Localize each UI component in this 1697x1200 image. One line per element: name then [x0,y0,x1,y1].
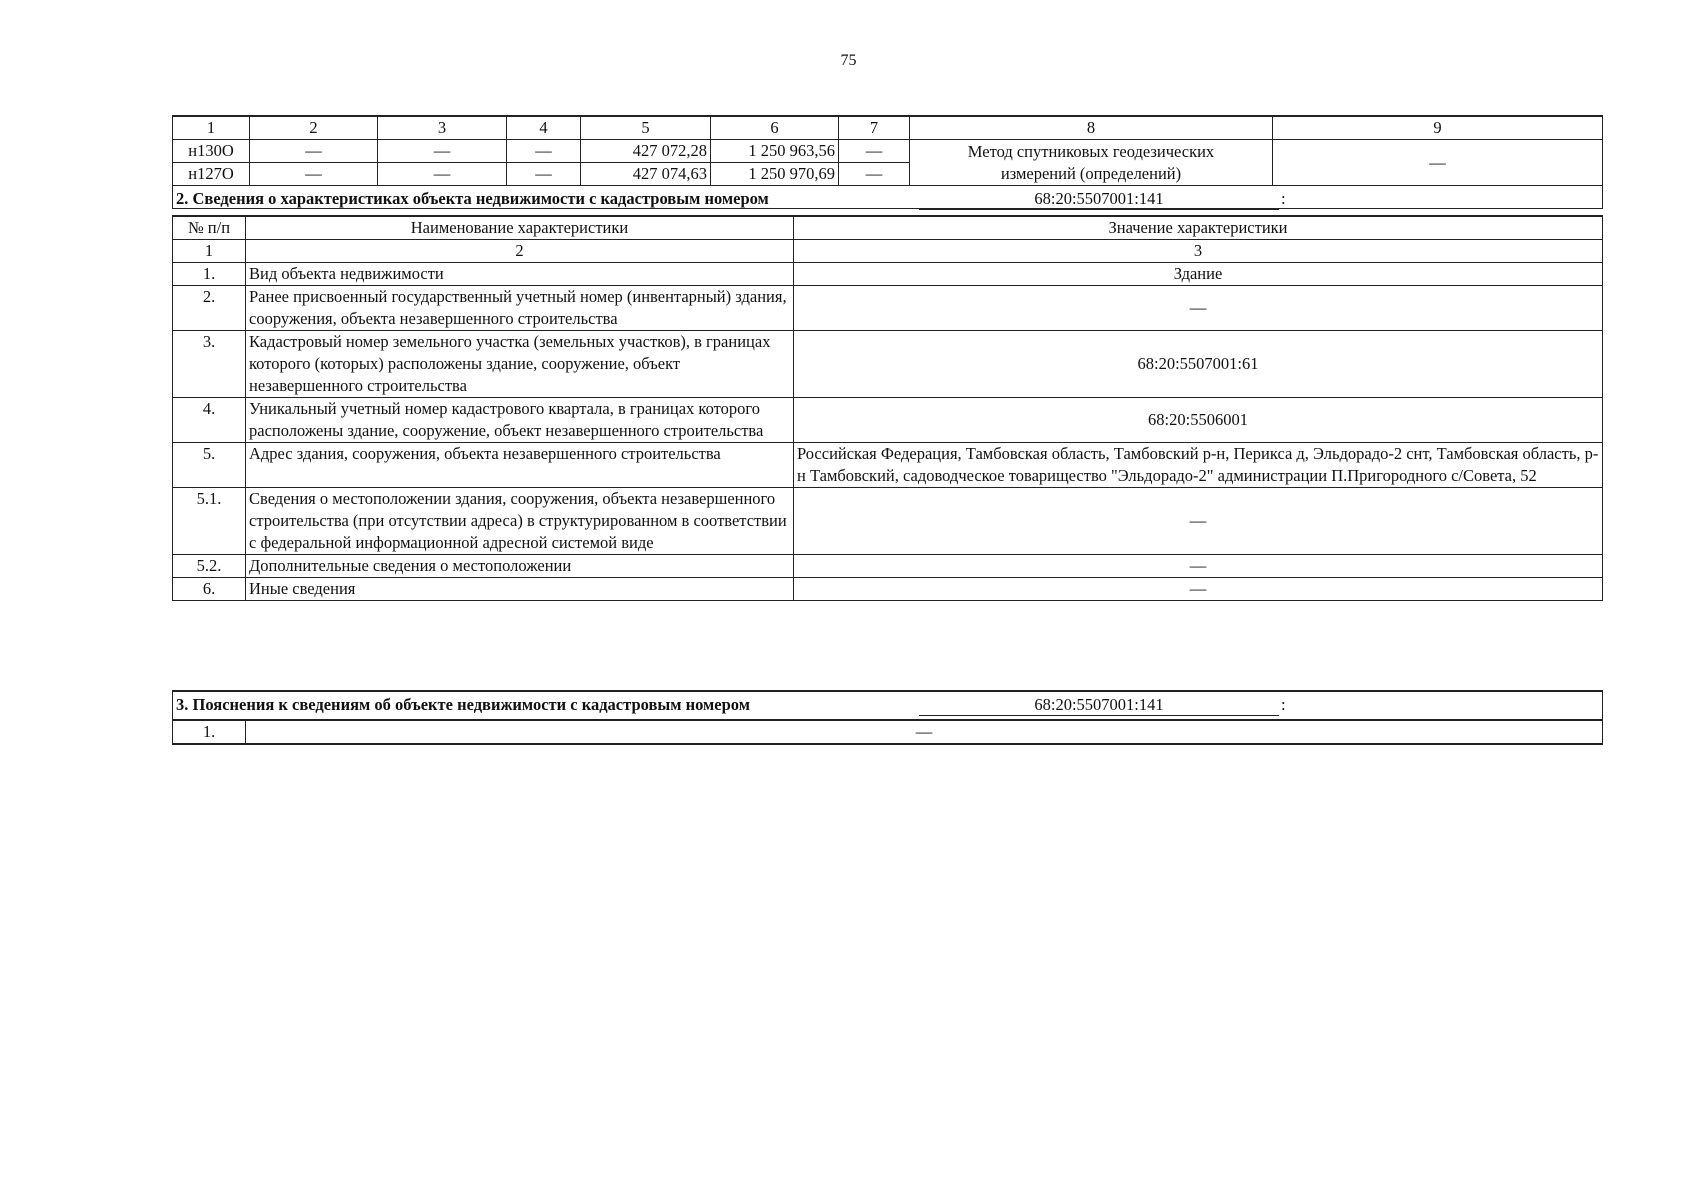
section-2-header [173,186,1603,209]
method-line-1: Метод спутниковых геодезических [967,141,1215,161]
coords-header-cell: 5 [581,116,711,140]
col-number: 3 [794,240,1603,263]
page-number: 75 [840,52,857,69]
col-number: 2 [246,240,794,263]
table-row [173,443,1603,488]
method-cell [910,140,1273,186]
coord-y: 1 250 970,69 [711,163,839,186]
section-3-header-row [173,691,1603,720]
row-name: Кадастровый номер земельного участка (земельных участков), в границах которого (которых) расположены здание, сооружение, объект незавершенного строительства [246,331,794,398]
coords-header-cell: 8 [910,116,1273,140]
row-name: Дополнительные сведения о местоположении [246,555,794,578]
coord-x: 427 074,63 [581,163,711,186]
table-row [173,555,1603,578]
coords-header-cell: 7 [839,116,910,140]
row-value: Здание [794,263,1603,286]
table-row [173,286,1603,331]
cell-value: — [1273,140,1603,186]
row-name: Иные сведения [246,578,794,601]
row-value: — [794,555,1603,578]
row-name: Уникальный учетный номер кадастрового квартала, в границах которого расположены здание, сооружение, объект незавершенного строительства [246,398,794,443]
point-name: н127О [173,163,250,186]
table-row [173,331,1603,398]
coords-header-cell: 4 [507,116,581,140]
row-num: 5.2. [173,555,246,578]
coord-y: 1 250 963,56 [711,140,839,163]
cell-value: — [839,140,910,163]
explanations-table [172,690,1603,745]
section-3-title: 3. Пояснения к сведениям об объекте недвижимости с кадастровым номером [176,695,750,714]
point-name: н130О [173,140,250,163]
method-line-2: измерений (определений) [1000,163,1182,183]
section-3-colon: : [1281,695,1286,714]
coords-header-cell: 2 [250,116,378,140]
row-name: Вид объекта недвижимости [246,263,794,286]
table-row [173,398,1603,443]
cell-value: — [250,140,378,163]
header-name: Наименование характеристики [246,216,794,240]
coords-header-row [173,116,1603,140]
row-value: — [794,488,1603,555]
col-number: 1 [173,240,246,263]
section-3-cadastral-number: 68:20:5507001:141 [919,694,1279,716]
coords-header-cell: 6 [711,116,839,140]
coords-header-cell: 9 [1273,116,1603,140]
header-num: № п/п [173,216,246,240]
row-value: 68:20:5507001:61 [794,331,1603,398]
row-name: Сведения о местоположении здания, сооружения, объекта незавершенного строительства (при отсутствии адреса) в структурированном в соответствии с федеральной информационной адресной системой виде [246,488,794,555]
row-num: 5. [173,443,246,488]
cell-value: — [378,140,507,163]
row-name: Ранее присвоенный государственный учетный номер (инвентарный) здания, сооружения, объекта незавершенного строительства [246,286,794,331]
row-num: 2. [173,286,246,331]
section-2-header-row [173,186,1603,209]
section-2-cadastral-number: 68:20:5507001:141 [919,188,1279,210]
row-value: — [794,286,1603,331]
row-text: — [246,720,1603,744]
row-num: 1. [173,720,246,744]
row-num: 4. [173,398,246,443]
row-num: 6. [173,578,246,601]
cell-value: — [507,163,581,186]
cell-value: — [378,163,507,186]
row-num: 3. [173,331,246,398]
header-value: Значение характеристики [794,216,1603,240]
column-numbers-row [173,240,1603,263]
cell-value: — [507,140,581,163]
coords-header-cell: 3 [378,116,507,140]
section-3-header [173,691,1603,720]
row-value: 68:20:5506001 [794,398,1603,443]
table-row [173,140,1603,163]
coords-header-cell: 1 [173,116,250,140]
table-row [173,263,1603,286]
table-row [173,488,1603,555]
cell-value: — [250,163,378,186]
row-value: Российская Федерация, Тамбовская область, Тамбовский р-н, Перикса д, Эльдорадо-2 снт, Тамбовская область, р-н Тамбовский, садоводческое товарищество "Эльдорадо-2" администрации П.Пригородного с/Совета, 52 [794,443,1603,488]
row-value: — [794,578,1603,601]
characteristics-table [172,215,1603,601]
row-num: 5.1. [173,488,246,555]
section-2-title: 2. Сведения о характеристиках объекта недвижимости с кадастровым номером [176,189,769,208]
cell-value: — [839,163,910,186]
section-2-colon: : [1281,189,1286,208]
coordinates-table [172,115,1603,209]
characteristics-header-row [173,216,1603,240]
row-num: 1. [173,263,246,286]
table-row [173,720,1603,744]
coord-x: 427 072,28 [581,140,711,163]
table-row [173,578,1603,601]
row-name: Адрес здания, сооружения, объекта незавершенного строительства [246,443,794,488]
